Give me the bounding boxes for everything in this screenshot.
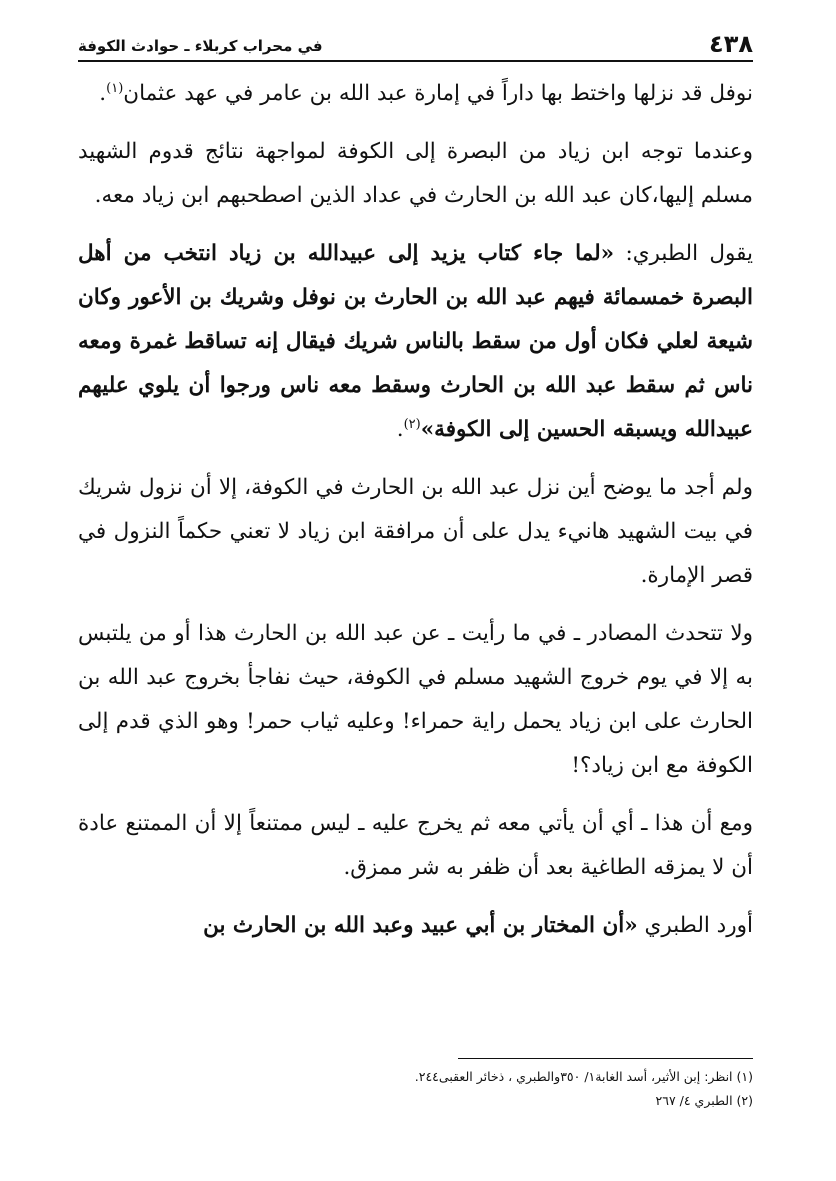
paragraph-text: ولا تتحدث المصادر ـ في ما رأيت ـ عن عبد الله بن الحارث هذا أو من يلتبس به إلا في يوم خروج الشهيد مسلم في الكوفة، حيث نفاجأ بخروج عبد الله بن الحارث على ابن زياد يحمل راية حمراء! وعليه ثياب حمر! وهو الذي قدم إلى الكوفة مع ابن زياد؟! bbox=[78, 621, 753, 778]
paragraph bbox=[78, 612, 753, 788]
paragraph bbox=[78, 130, 753, 218]
paragraph-tail: . bbox=[99, 81, 107, 106]
footnote-marker: (١) bbox=[106, 80, 124, 96]
footnotes bbox=[78, 1058, 753, 1113]
footnote: (٢) الطبري ٤/ ٢٦٧ bbox=[655, 1093, 753, 1108]
page bbox=[78, 28, 753, 962]
paragraph bbox=[78, 802, 753, 890]
footnote: (١) انظر: إبن الأثير، أسد الغابة١/ ٣٥٠والطبري ، ذخائر العقبى٢٤٤. bbox=[414, 1069, 753, 1084]
paragraph-text: نوفل قد نزلها واختط بها داراً في إمارة عبد الله بن عامر في عهد عثمان bbox=[123, 81, 753, 106]
paragraph-text: ولم أجد ما يوضح أين نزل عبد الله بن الحارث في الكوفة، إلا أن نزول شريك في بيت الشهيد هانيء يدل على أن مرافقة ابن زياد لا تعني حكماً النزول في قصر الإمارة. bbox=[78, 475, 753, 588]
quote-intro: أورد الطبري bbox=[637, 913, 753, 938]
paragraph bbox=[78, 466, 753, 598]
quotation: «أن المختار بن أبي عبيد وعبد الله بن الحارث بن bbox=[203, 913, 638, 938]
paragraph-tail: . bbox=[396, 417, 404, 442]
quote-paragraph bbox=[78, 904, 753, 948]
paragraph-text: وعندما توجه ابن زياد من البصرة إلى الكوفة لمواجهة نتائج قدوم الشهيد مسلم إليها،كان عبد الله بن الحارث في عداد الذين اصطحبهم ابن زياد معه. bbox=[78, 139, 753, 208]
page-header bbox=[78, 28, 753, 62]
quote-paragraph bbox=[78, 232, 753, 452]
footnote-marker: (٢) bbox=[403, 416, 421, 432]
body-text bbox=[78, 72, 753, 948]
quotation: «لما جاء كتاب يزيد إلى عبيدالله بن زياد انتخب من أهل البصرة خمسمائة فيهم عبد الله بن الحارث بن نوفل وشريك بن الأعور وكان شيعة لعلي فكان أول من سقط بالناس شريك فيقال إنه تساقط غمرة ومعه ناس ثم سقط عبد الله بن الحارث وسقط معه ناس ورجوا أن يلوي عليهم عبيدالله ويسبقه الحسين إلى الكوفة» bbox=[78, 241, 753, 442]
paragraph bbox=[78, 72, 753, 116]
quote-intro: يقول الطبري: bbox=[614, 241, 753, 266]
running-title: في محراب كربلاء ـ حوادث الكوفة bbox=[78, 37, 323, 55]
paragraph-text: ومع أن هذا ـ أي أن يأتي معه ثم يخرج عليه ـ ليس ممتنعاً إلا أن الممتنع عادة أن لا يمزقه الطاغية بعد أن ظفر به شر ممزق. bbox=[78, 811, 753, 880]
footnote-divider bbox=[458, 1058, 753, 1059]
page-number: ٤٣٨ bbox=[709, 30, 753, 58]
